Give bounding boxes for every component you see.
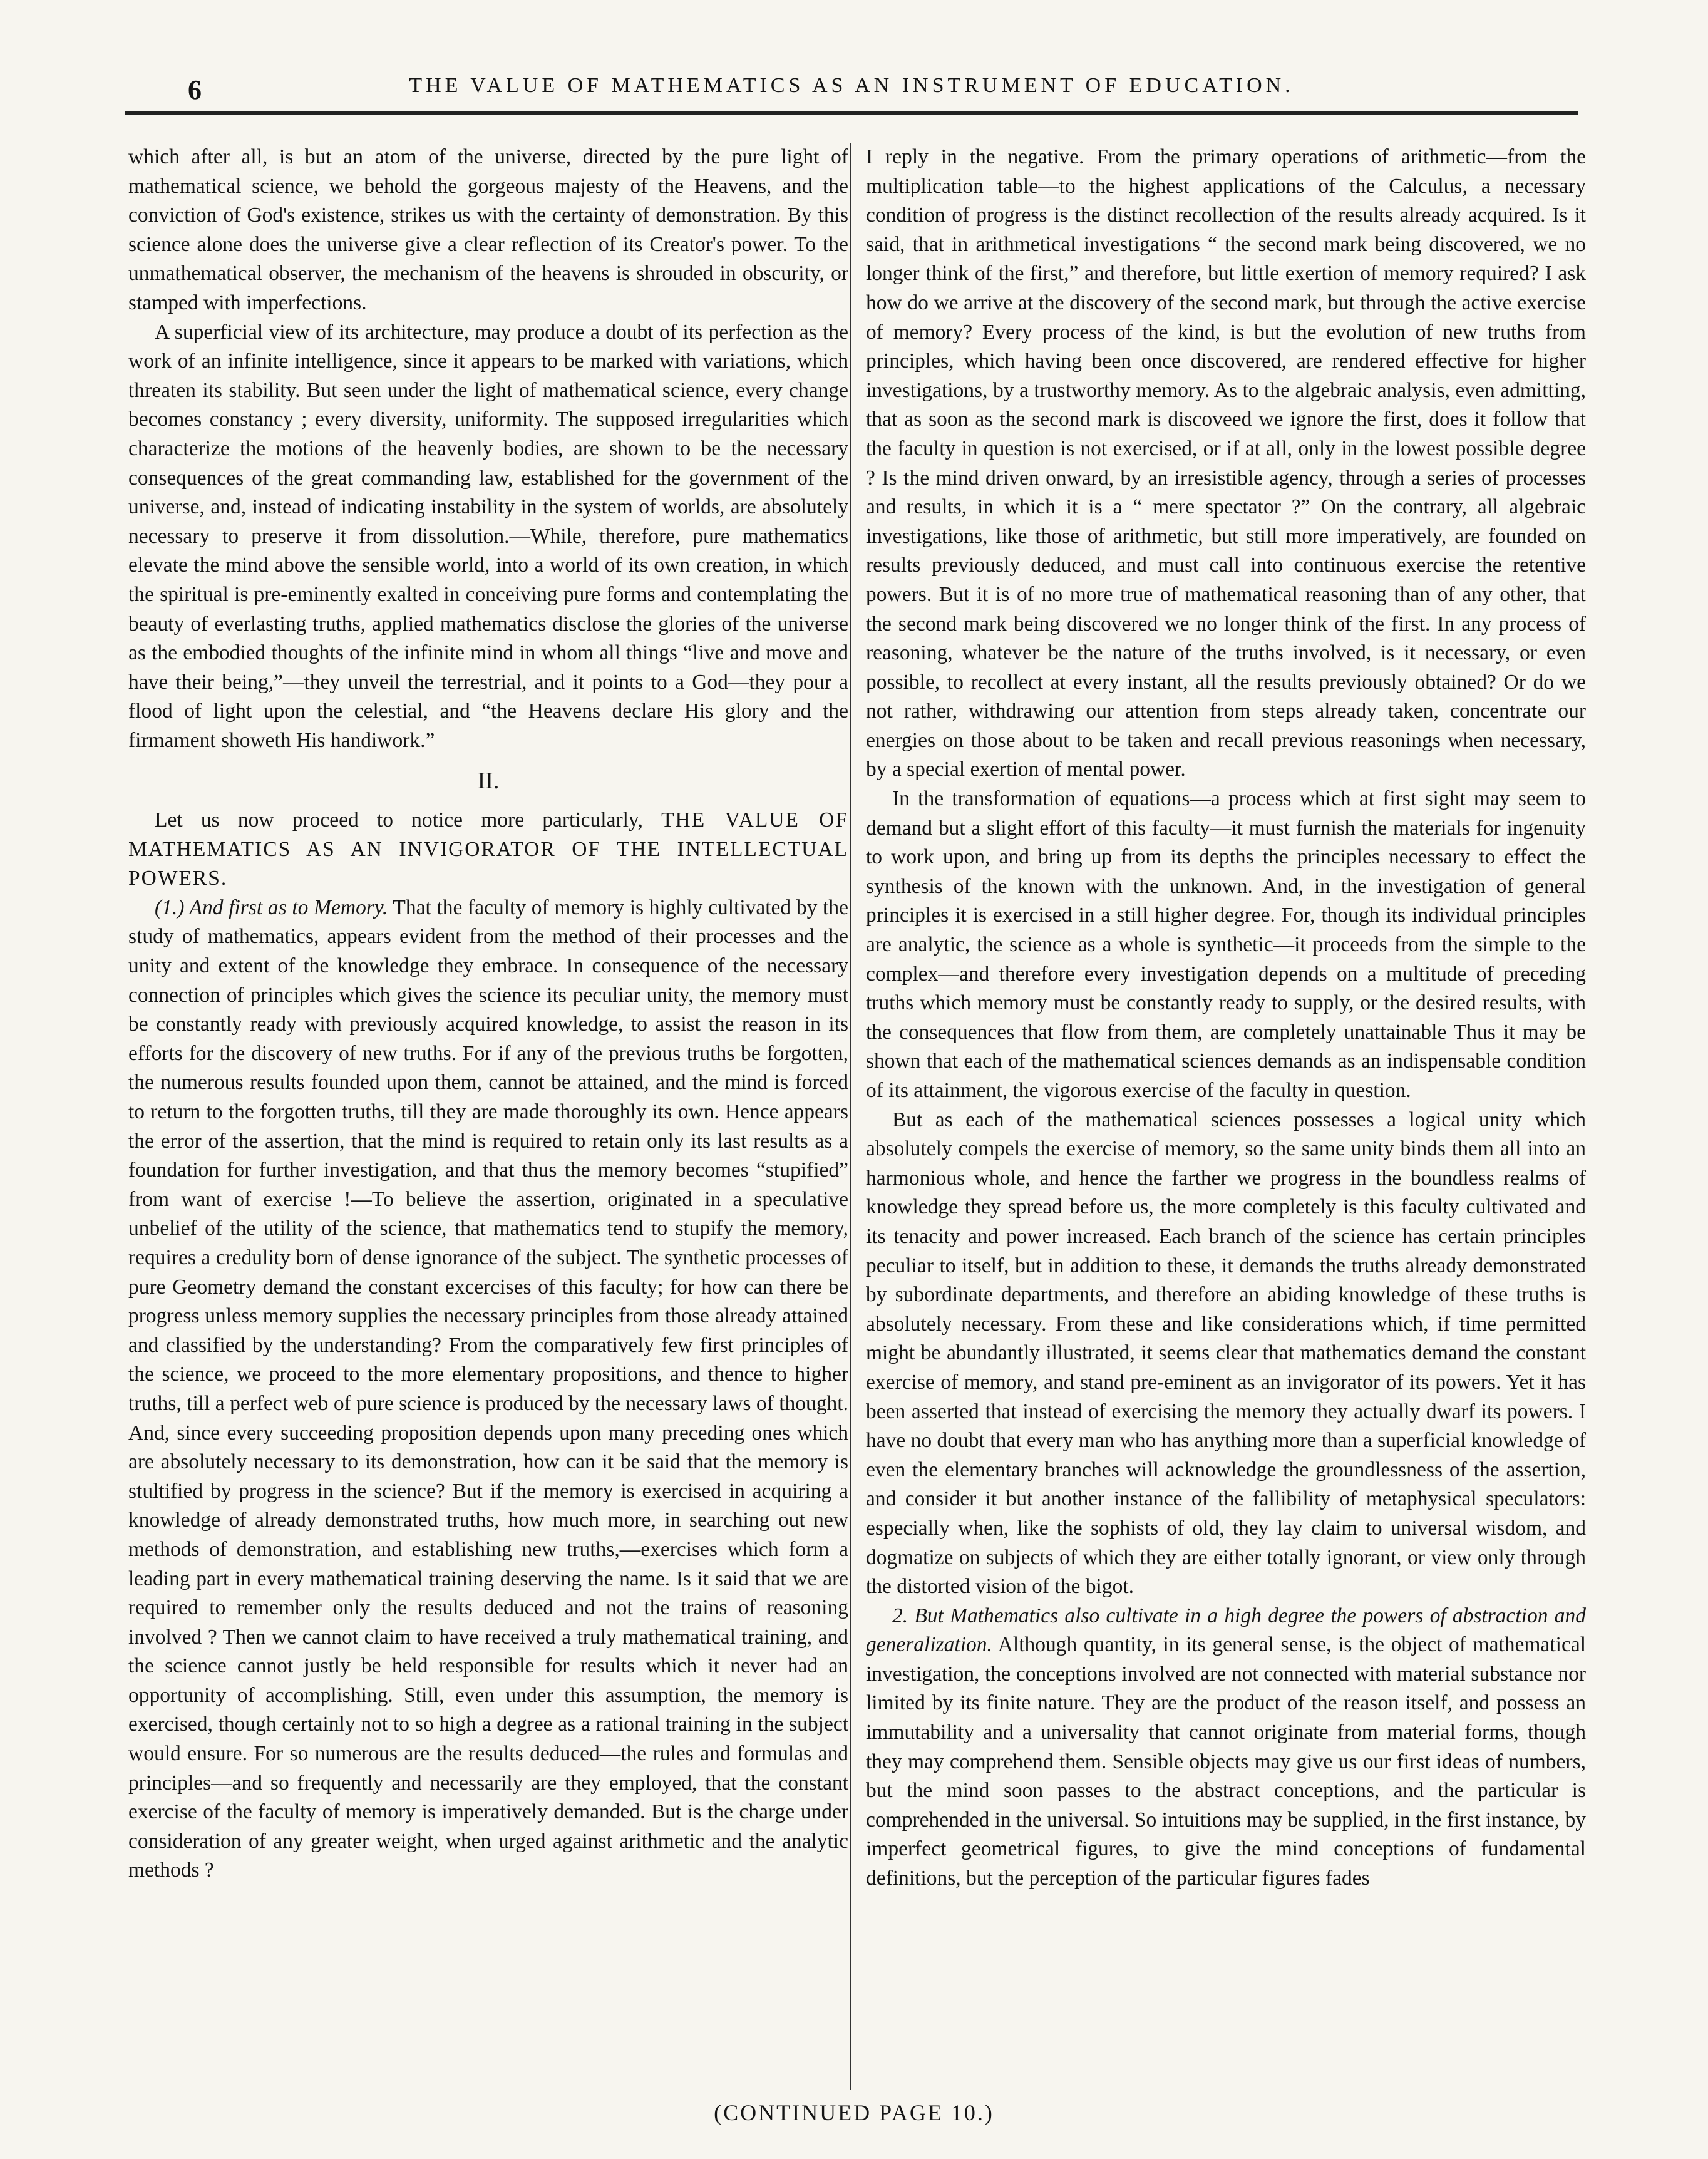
paragraph: A superficial view of its architecture, may produce a doubt of its perfection as the work of an infinite intelligence, since it appears to be marked with variations, which threaten its stability. But seen under the light of mathematical science, every change becomes constancy ; every diversity, uniformity. The supposed irregularities which characterize the motions of the heavenly bodies, are shown to be the necessary consequences of the great commanding law, established for the government of the universe, and, instead of indicating instability in the system of worlds, are absolutely necessary to preserve it from dissolution.—While, therefore, pure mathematics elevate the mind above the sensible world, into a world of its own creation, in which the spiritual is pre-eminently exalted in conceiving pure forms and contemplating the beauty of everlasting truths, applied mathematics disclose the glories of the universe as the embodied thoughts of the infinite mind in whom all things “live and move and have their being,”—they unveil the terrestrial, and it points to a God—they pour a flood of light upon the celestial, and “the Heavens declare His glory and the firmament showeth His handiwork.” bbox=[128, 320, 848, 752]
section-heading: II. bbox=[477, 768, 500, 795]
paragraph: But as each of the mathematical sciences possesses a logical unity which absolutely compels the exercise of memory, so the same unity binds them all into an harmonious whole, and hence the farther we progress in the boundless realms of knowledge they spread before us, the more completely is this faculty cultivated and its tenacity and power increased. Each branch of the science has certain principles peculiar to itself, but in addition to these, it demands the truths already demonstrated by subordinate departments, and therefore an abiding knowledge of these truths is absolutely necessary. From these and like considerations which, if time permitted might be abundantly illustrated, it seems clear that mathematics demand the constant exercise of memory, and stand pre-eminent as an invigorator of its powers. Yet it has been asserted that instead of exercising the memory they actually dwarf its powers. I have no doubt that every man who has anything more than a superficial knowledge of even the elementary branches will acknowledge the groundlessness of the assertion, and consider it but another instance of the fallibility of metaphysical speculators: especially when, like the sophists of old, they lay claim to universal wisdom, and dogmatize on subjects of which they are either totally ignorant, or view only through the distorted vision of the bigot. bbox=[866, 1108, 1586, 1599]
smallcaps-heading: THE VALUE OF MATHEMATICS AS AN INVIGORATOR OF THE INTELLECTUAL POWERS. bbox=[128, 808, 848, 890]
page-header bbox=[125, 68, 1578, 115]
subsection-label: 2. But Mathematics also cultivate in a high degree the powers of abstraction and generalization. bbox=[866, 1604, 1586, 1657]
paragraph bbox=[128, 806, 848, 894]
paragraph-body: Although quantity, in its general sense, is the object of mathematical investigation, the conceptions involved are not connected with material substance nor limited by its finite nature. They are the product of the reason itself, and possess an immutability and a universality that cannot originate from material forms, though they may comprehend them. Sensible objects may give us our first ideas of numbers, but the mind soon passes to the abstract conceptions, and the particular is comprehended in the universal. So intuitions may be supplied, in the first instance, by imperfect geometrical figures, to give the mind conceptions of fundamental definitions, but the perception of the particular figures fades bbox=[866, 1633, 1586, 1890]
page-number: 6 bbox=[188, 75, 202, 105]
column-divider bbox=[850, 143, 851, 2090]
paragraph: which after all, is but an atom of the universe, directed by the pure light of mathematical science, we behold the gorgeous majesty of the Heavens, and the conviction of God's existence, strikes us with the certainty of demonstration. By this science alone does the universe give a clear reflection of its Creator's power. To the unmathematical observer, the mechanism of the heavens is shrouded in obscurity, or stamped with imperfections. bbox=[128, 145, 848, 314]
paragraph bbox=[866, 1602, 1586, 1894]
right-column bbox=[866, 143, 1586, 1894]
paragraph: I reply in the negative. From the primary operations of arithmetic—from the multiplication table—to the highest applications of the Calculus, a necessary condition of progress is the distinct recollection of the results already acquired. Is it said, that in arithmetical investigations “ the second mark being discovered, we no longer think of the first,” and therefore, but little exertion of memory required? I ask how do we arrive at the discovery of the second mark, but through the active exercise of memory? Every process of the kind, is but the evolution of new truths from principles, which having been once discovered, are rendered effective for higher investigations, by a trustworthy memory. As to the algebraic analysis, even admitting, that as soon as the second mark is discoveed we ignore the first, does it follow that the faculty in question is not exercised, or if at all, only in the lowest possible degree ? Is the mind driven onward, by an irresistible agency, through a series of processes and results, in which it is a “ mere spectator ?” On the contrary, all algebraic investigations, like those of arithmetic, but still more imperatively, are founded on results previously deduced, and must call into continuous exercise the retentive powers. But it is of no more true of mathematical reasoning than of any other, that the second mark being discovered we no longer think of the first. In any process of reasoning, whatever be the nature of the truths involved, is it necessary, or even possible, to recollect at every instant, all the results previously obtained? Or do we not rather, withdrawing our attention from steps already taken, concentrate our energies on those about to be taken and recall previous reasonings when necessary, by a special exertion of mental power. bbox=[866, 145, 1586, 781]
paragraph-body: That the faculty of memory is highly cultivated by the study of mathematics, appears evident from the method of their processes and the unity and extent of the knowledge they embrace. In consequence of the necessary connection of principles which gives the science its peculiar unity, the memory must be constantly ready with previously acquired knowledge, to assist the reason in its efforts for the discovery of new truths. For if any of the previous truths be forgotten, the numerous results founded upon them, cannot be attained, and the mind is forced to return to the forgotten truths, till they are made thoroughly its own. Hence appears the error of the assertion, that the mind is required to retain only its last results as a foundation for further investigation, and that thus the memory becomes “stupified” from want of exercise !—To believe the assertion, originated in a speculative unbelief of the utility of the science, that mathematics tend to stupify the memory, requires a credulity born of dense ignorance of the subject. The synthetic processes of pure Geometry demand the constant excercises of this faculty; for how can there be progress unless memory supplies the necessary principles from those already attained and classified by the understanding? From the comparatively few first principles of the science, we proceed to the more elementary propositions, and thence to higher truths, till a perfect web of pure science is produced by the necessary laws of thought. And, since every succeeding proposition depends upon many preceding ones which are absolutely necessary to its demonstration, how can it be said that the memory is stultified by progress in the science? But if the memory is exercised in acquiring a knowledge of already demonstrated truths, how much more, in searching out new methods of demonstration, and establishing new truths,—exercises which form a leading part in every mathematical training deserving the name. Is it said that we are required to remember only the results deduced and not the trains of reasoning involved ? Then we cannot claim to have received a truly mathematical training, and the science cannot justly be held responsible for results which it never had an opportunity of accomplishing. Still, even under this assumption, the memory is exercised, though certainly not to so high a degree as a rational training in the subject would ensure. For so numerous are the results deduced—the rules and formulas and principles—and so frequently and necessarily are they employed, that the constant exercise of the faculty of memory is imperatively demanded. But is the charge under consideration of any greater weight, when urged against arithmetic and the analytic methods ? bbox=[128, 895, 848, 1882]
paragraph bbox=[128, 894, 848, 1885]
left-column bbox=[128, 143, 848, 1885]
paragraph-lead: Let us now proceed to notice more particularly, bbox=[155, 808, 643, 832]
continued-note: (CONTINUED PAGE 10.) bbox=[714, 2100, 994, 2125]
subsection-label: (1.) And first as to Memory. bbox=[155, 895, 388, 919]
running-title: THE VALUE OF MATHEMATICS AS AN INSTRUMENT OF EDUCATION. bbox=[409, 74, 1294, 97]
paragraph: In the transformation of equations—a process which at first sight may seem to demand but a slight effort of this faculty—it must furnish the materials for ingenuity to work upon, and bring up from its depths the principles necessary to effect the synthesis of the known with the unknown. And, in the investigation of general principles it is exercised in a still higher degree. For, though its individual principles are analytic, the science as a whole is synthetic—it proceeds from the simple to the complex—and therefore every investigation depends on a multitude of preceding truths which memory must be constantly ready to supply, or the desired results, with the consequences that flow from them, are completely unattainable Thus it may be shown that each of the mathematical sciences demands as an indispensable condition of its attainment, the vigorous exercise of the faculty in question. bbox=[866, 787, 1586, 1102]
